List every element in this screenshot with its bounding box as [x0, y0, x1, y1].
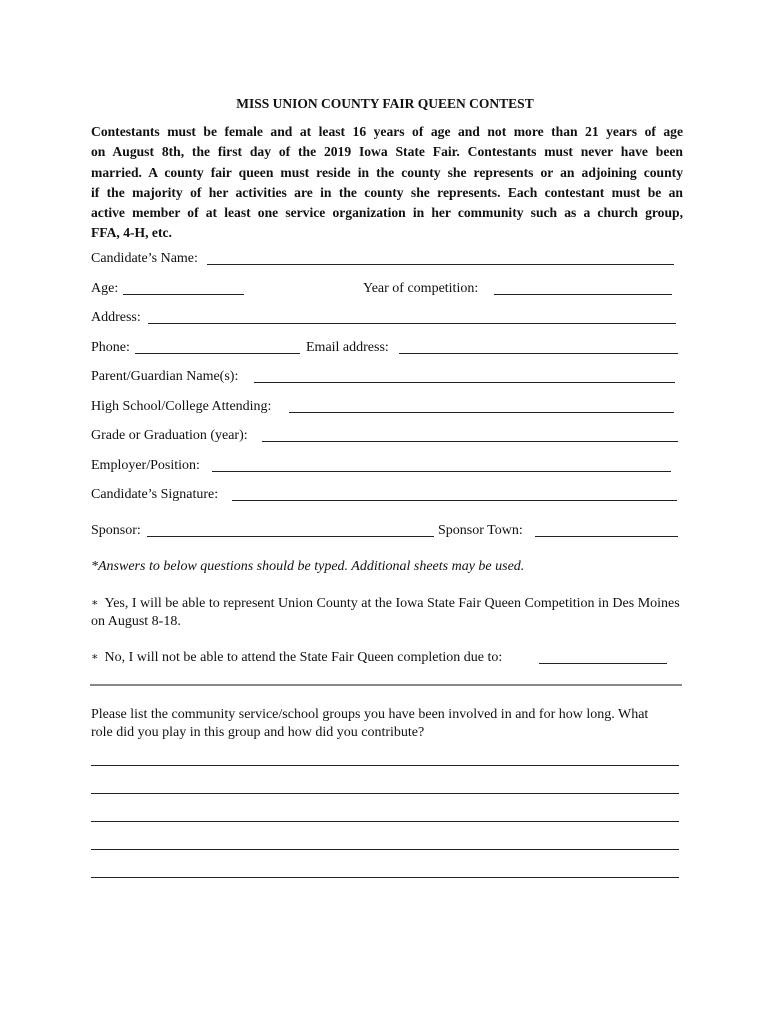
- community-service-question: Please list the community service/school groups you have been involved in and for how long. What role did you play in this group and how did you contribute?: [91, 707, 649, 740]
- answer-line[interactable]: [91, 765, 679, 766]
- form-title: MISS UNION COUNTY FAIR QUEEN CONTEST: [236, 96, 534, 111]
- option-yes-text: Yes, I will be able to represent Union County at the Iowa State Fair Queen Competition in Des Moines on August 8-18.: [91, 596, 680, 629]
- address-label: Address:: [91, 310, 141, 325]
- address-field[interactable]: [148, 323, 676, 324]
- candidate-name-label: Candidate’s Name:: [91, 251, 198, 266]
- grade-label: Grade or Graduation (year):: [91, 428, 248, 443]
- signature-label: Candidate’s Signature:: [91, 487, 219, 502]
- high-school-field[interactable]: [289, 412, 674, 413]
- candidate-name-field[interactable]: [207, 264, 674, 265]
- email-label: Email address:: [306, 340, 389, 355]
- age-label: Age:: [91, 281, 119, 296]
- employer-field[interactable]: [212, 471, 671, 472]
- sponsor-field[interactable]: [147, 536, 434, 537]
- parent-guardian-label: Parent/Guardian Name(s):: [91, 369, 239, 384]
- answer-line[interactable]: [91, 877, 679, 878]
- employer-label: Employer/Position:: [91, 458, 200, 473]
- answer-line[interactable]: [91, 793, 679, 794]
- email-field[interactable]: [399, 353, 678, 354]
- high-school-label: High School/College Attending:: [91, 399, 272, 414]
- eligibility-paragraph: [91, 122, 683, 244]
- signature-field[interactable]: [232, 500, 677, 501]
- age-field[interactable]: [123, 294, 244, 295]
- asterisk-bullet-icon: ∗: [91, 651, 99, 663]
- sponsor-town-field[interactable]: [535, 536, 678, 537]
- answer-line[interactable]: [91, 821, 679, 822]
- year-of-competition-field[interactable]: [494, 294, 672, 295]
- intro-line: active member of at least one service organization in her community such as a church group,: [91, 205, 683, 221]
- typing-note: *Answers to below questions should be typed. Additional sheets may be used.: [91, 559, 525, 574]
- intro-line: on August 8th, the first day of the 2019 Iowa State Fair. Contestants must never have been: [91, 144, 683, 160]
- option-no[interactable]: [91, 649, 502, 667]
- phone-label: Phone:: [91, 340, 130, 355]
- intro-line: married. A county fair queen must reside in the county she represents or an adjoining county: [91, 164, 683, 180]
- intro-line: Contestants must be female and at least 16 years of age and not more than 21 years of age: [91, 124, 683, 139]
- phone-field[interactable]: [135, 353, 300, 354]
- section-divider: [90, 684, 682, 686]
- intro-line: if the majority of her activities are in the county she represents. Each contestant must be an: [91, 184, 683, 200]
- asterisk-bullet-icon: ∗: [91, 597, 99, 609]
- sponsor-label: Sponsor:: [91, 523, 141, 538]
- option-no-text: No, I will not be able to attend the State Fair Queen completion due to:: [104, 650, 503, 665]
- parent-guardian-field[interactable]: [254, 382, 675, 383]
- sponsor-town-label: Sponsor Town:: [438, 523, 523, 538]
- grade-field[interactable]: [262, 441, 678, 442]
- option-yes[interactable]: [91, 595, 691, 631]
- intro-line: FFA, 4-H, etc.: [91, 225, 172, 241]
- option-no-reason-field[interactable]: [539, 663, 667, 664]
- answer-line[interactable]: [91, 849, 679, 850]
- year-of-competition-label: Year of competition:: [363, 281, 479, 296]
